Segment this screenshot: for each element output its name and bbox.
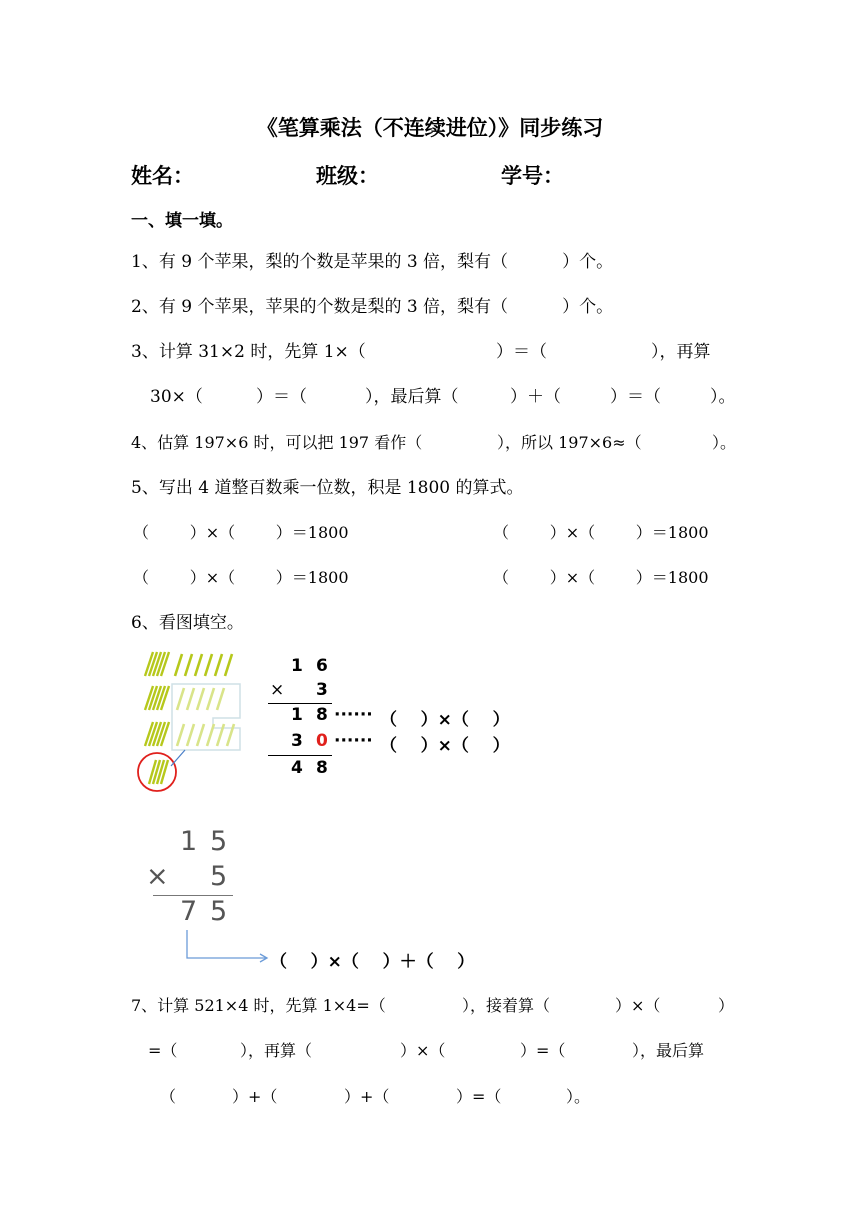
bundle-icon [145, 722, 169, 746]
calc1-r4-tens: 3 [291, 731, 303, 751]
question-7-line2-d: ）=（ [520, 1041, 566, 1060]
question-6: 6、看图填空。 [131, 613, 244, 633]
question-3-line2-a: 30×（ [150, 387, 203, 407]
calc1-r2: 3 [316, 680, 328, 700]
question-5-blank-4: （ ）×（ ）＝1800 [493, 568, 709, 587]
calc1-r1-ones: 6 [316, 656, 328, 676]
class-label: 班级： [316, 164, 379, 188]
calc1-r3-ones: 8 [316, 705, 328, 725]
calc1-fill-2: （ ）×（ ） [380, 736, 510, 756]
calc1-dots-2: ······ [334, 731, 373, 751]
question-7-line3-a: （ [160, 1087, 177, 1106]
bundle-icon [145, 652, 169, 676]
calc1-times: × [270, 680, 285, 700]
question-7-line3-c: ）+（ [344, 1087, 390, 1106]
calc2-r1-tens: 1 [180, 826, 198, 857]
question-1: 1、有 9 个苹果，梨的个数是苹果的 3 倍，梨有（ ）个。 [131, 252, 614, 272]
question-5: 5、写出 4 道整百数乘一位数，积是 1800 的算式。 [131, 478, 524, 498]
question-3-line2-f: ）。 [710, 387, 736, 407]
question-7-line3-d: ）=（ [456, 1087, 502, 1106]
question-7-line3-b: ）+（ [232, 1087, 278, 1106]
bundle-icon [145, 686, 169, 710]
calc1-r1-tens: 1 [291, 656, 303, 676]
question-3-line1-b: ）＝（ [496, 342, 547, 362]
calc1-rule-2 [268, 755, 332, 756]
arrow-icon [180, 930, 275, 965]
question-3-line2-d: ）＋（ [510, 387, 561, 407]
calc1-r5-tens: 4 [291, 758, 303, 778]
calc1-r4-ones: 0 [316, 731, 328, 751]
section-heading: 一、填一填。 [131, 211, 233, 231]
question-7-line1-b: ），接着算（ [462, 996, 551, 1015]
calc2-fill: （ ）×（ ）＋（ ） [270, 952, 475, 972]
question-3-line1-c: ），再算 [651, 342, 711, 362]
question-3-line2-e: ）＝（ [610, 387, 661, 407]
calc1-r5-ones: 8 [316, 758, 328, 778]
calc1-r3-tens: 1 [291, 705, 303, 725]
calc2-times: × [146, 861, 169, 892]
question-7-line2-b: ），再算（ [240, 1041, 313, 1060]
bundle-icon [149, 760, 168, 784]
question-7-line2-a: =（ [148, 1041, 178, 1060]
question-5-blank-2: （ ）×（ ）＝1800 [493, 523, 709, 542]
question-3-line2-b: ）＝（ [256, 387, 307, 407]
counting-sticks-illustration [135, 648, 245, 793]
question-3-line2-c: ），最后算（ [365, 387, 459, 407]
calc1-rule-1 [268, 703, 332, 704]
question-7-line1-c: ）×（ [615, 996, 661, 1015]
calc2-r2: 5 [210, 861, 228, 892]
calc1-dots-1: ······ [334, 705, 373, 725]
name-label: 姓名： [131, 164, 194, 188]
calc2-r1-ones: 5 [210, 826, 228, 857]
question-7-line2-c: ）×（ [400, 1041, 446, 1060]
question-2: 2、有 9 个苹果，苹果的个数是梨的 3 倍，梨有（ ）个。 [131, 297, 614, 317]
question-5-blank-3: （ ）×（ ）＝1800 [133, 568, 349, 587]
question-4-c: ）。 [712, 433, 737, 452]
question-4-a: 4、估算 197×6 时，可以把 197 看作（ [131, 433, 423, 452]
question-7-line3-e: ）。 [566, 1087, 591, 1106]
question-7-line1-a: 7、计算 521×4 时，先算 1×4=（ [131, 996, 386, 1015]
question-5-blank-1: （ ）×（ ）＝1800 [133, 523, 349, 542]
question-4-b: ），所以 197×6≈（ [497, 433, 642, 452]
calc2-r3-tens: 7 [180, 896, 198, 927]
student-id-label: 学号： [501, 164, 564, 188]
calc2-r3-ones: 5 [210, 896, 228, 927]
question-3-line1-a: 3、计算 31×2 时，先算 1×（ [131, 342, 366, 362]
question-7-line1-d: ） [718, 996, 735, 1015]
question-7-line2-e: ），最后算 [632, 1041, 705, 1060]
page-title: 《笔算乘法（不连续进位）》同步练习 [256, 115, 604, 140]
calc1-fill-1: （ ）×（ ） [380, 710, 510, 730]
